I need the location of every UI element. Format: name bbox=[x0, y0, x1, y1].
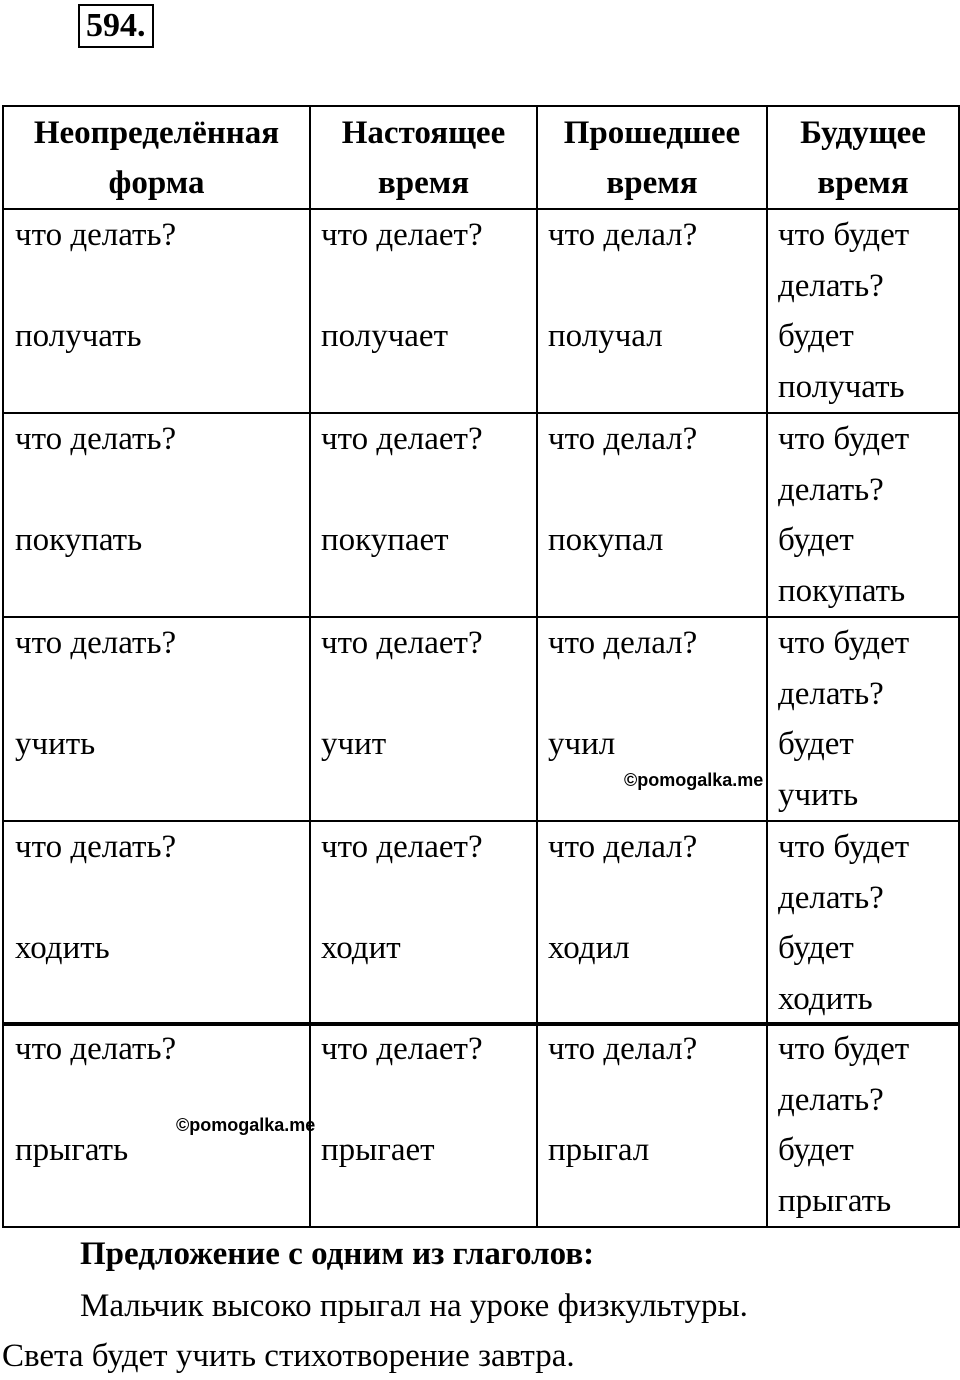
cell-line: делать? bbox=[778, 675, 884, 712]
cell-line: будет bbox=[778, 318, 854, 354]
cell-future bbox=[767, 617, 959, 821]
cell-line bbox=[311, 1075, 536, 1126]
cell-line: что будет bbox=[778, 625, 910, 661]
cell-line bbox=[311, 770, 536, 821]
verb-tense-table-continued bbox=[2, 1022, 960, 1228]
cell-line: получать bbox=[15, 318, 142, 354]
cell-infinitive bbox=[3, 617, 310, 821]
cell-infinitive bbox=[3, 821, 310, 1025]
cell-line: что делал? bbox=[548, 1031, 698, 1067]
cell-line: что делать? bbox=[15, 421, 177, 457]
header-present-line1: Настоящее bbox=[341, 115, 506, 151]
cell-line: учить bbox=[15, 726, 96, 762]
verb-tense-table bbox=[2, 105, 960, 1026]
cell-line bbox=[4, 566, 309, 617]
cell-line: будет bbox=[778, 726, 854, 762]
watermark: ©pomogalka.me bbox=[624, 770, 764, 790]
table-row bbox=[3, 413, 959, 617]
header-present bbox=[310, 106, 537, 209]
cell-line: делать? bbox=[778, 879, 884, 916]
cell-past bbox=[537, 821, 767, 1025]
exercise-number-value: 594 bbox=[86, 7, 137, 44]
cell-future bbox=[767, 821, 959, 1025]
cell-line: что будет bbox=[778, 217, 910, 253]
cell-line bbox=[4, 1176, 309, 1227]
cell-line: что делать? bbox=[15, 217, 177, 253]
cell-present bbox=[310, 413, 537, 617]
header-past-line2: время bbox=[606, 165, 698, 201]
cell-present bbox=[310, 617, 537, 821]
cell-line bbox=[538, 465, 766, 516]
cell-line bbox=[4, 362, 309, 413]
cell-line: прыгает bbox=[321, 1132, 435, 1168]
cell-line: учить bbox=[778, 776, 859, 813]
cell-line bbox=[538, 1075, 766, 1126]
cell-line: делать? bbox=[778, 471, 884, 508]
cell-line: что делает? bbox=[321, 625, 483, 661]
cell-line bbox=[311, 873, 536, 924]
cell-line: что делать? bbox=[15, 1031, 177, 1067]
cell-line bbox=[4, 873, 309, 924]
header-present-line2: время bbox=[377, 165, 470, 201]
cell-line: ходит bbox=[321, 930, 401, 966]
cell-line: что делает? bbox=[321, 1031, 483, 1067]
watermark: ©pomogalka.me bbox=[176, 1115, 316, 1135]
cell-line bbox=[4, 669, 309, 720]
cell-line bbox=[4, 465, 309, 516]
exercise-number bbox=[78, 4, 154, 48]
cell-line: что делать? bbox=[15, 625, 177, 661]
cell-line: что делал? bbox=[548, 829, 698, 865]
cell-line: что будет bbox=[778, 421, 910, 457]
cell-line: ходил bbox=[548, 930, 630, 966]
cell-line bbox=[311, 465, 536, 516]
header-future-line2: время bbox=[817, 165, 909, 201]
cell-line: покупать bbox=[15, 522, 143, 558]
table-row bbox=[3, 821, 959, 1025]
cell-line bbox=[4, 974, 309, 1025]
cell-line bbox=[538, 873, 766, 924]
cell-future bbox=[767, 413, 959, 617]
cell-line: будет bbox=[778, 522, 854, 558]
cell-line bbox=[311, 669, 536, 720]
cell-present bbox=[310, 1023, 537, 1227]
cell-line bbox=[538, 566, 766, 617]
table-row bbox=[3, 209, 959, 413]
cell-line: учит bbox=[321, 726, 387, 762]
sentence-line: Мальчик высоко прыгал на уроке физкультуры. bbox=[80, 1288, 748, 1324]
cell-line bbox=[311, 261, 536, 312]
cell-line: покупает bbox=[321, 522, 449, 558]
cell-line: ходить bbox=[778, 980, 873, 1017]
cell-line: делать? bbox=[778, 267, 884, 304]
cell-line: что будет bbox=[778, 1031, 910, 1067]
cell-line: будет bbox=[778, 930, 854, 966]
cell-line: будет bbox=[778, 1132, 854, 1168]
cell-line: прыгать bbox=[778, 1182, 892, 1219]
cell-line bbox=[538, 362, 766, 413]
cell-future bbox=[767, 209, 959, 413]
sentences-heading: Предложение с одним из глаголов: bbox=[80, 1236, 595, 1272]
header-past-line1: Прошедшее bbox=[563, 115, 741, 151]
cell-line: что будет bbox=[778, 829, 910, 865]
cell-line bbox=[311, 1176, 536, 1227]
cell-present bbox=[310, 209, 537, 413]
cell-line: что делает? bbox=[321, 421, 483, 457]
header-future-line1: Будущее bbox=[800, 115, 926, 151]
cell-past bbox=[537, 209, 767, 413]
cell-line: ходить bbox=[15, 930, 110, 966]
cell-line bbox=[311, 362, 536, 413]
cell-line: получает bbox=[321, 318, 449, 354]
cell-future bbox=[767, 1023, 959, 1227]
cell-line: что делал? bbox=[548, 625, 698, 661]
header-future bbox=[767, 106, 959, 209]
cell-line bbox=[4, 261, 309, 312]
cell-line bbox=[538, 669, 766, 720]
header-infinitive-line2: форма bbox=[108, 165, 205, 201]
cell-present bbox=[310, 821, 537, 1025]
cell-line: прыгать bbox=[15, 1132, 129, 1168]
cell-line: прыгал bbox=[548, 1132, 650, 1168]
header-infinitive bbox=[3, 106, 310, 209]
cell-line: что делать? bbox=[15, 829, 177, 865]
cell-line bbox=[311, 566, 536, 617]
cell-line bbox=[538, 261, 766, 312]
cell-line bbox=[311, 974, 536, 1025]
cell-line bbox=[4, 770, 309, 821]
cell-line: получал bbox=[548, 318, 663, 354]
cell-line: учил bbox=[548, 726, 616, 762]
cell-line: покупал bbox=[548, 522, 664, 558]
cell-line: покупать bbox=[778, 572, 906, 609]
cell-infinitive bbox=[3, 413, 310, 617]
cell-line bbox=[538, 1176, 766, 1227]
sentence-line: Света будет учить стихотворение завтра. bbox=[2, 1338, 575, 1374]
cell-line: что делает? bbox=[321, 829, 483, 865]
header-infinitive-line1: Неопределённая bbox=[33, 115, 280, 151]
table-row bbox=[3, 1023, 959, 1227]
table-row bbox=[3, 617, 959, 821]
cell-line: что делал? bbox=[548, 421, 698, 457]
cell-line: делать? bbox=[778, 1081, 884, 1118]
cell-line bbox=[538, 974, 766, 1025]
cell-line: что делал? bbox=[548, 217, 698, 253]
cell-past bbox=[537, 413, 767, 617]
header-past bbox=[537, 106, 767, 209]
table-header-row bbox=[3, 106, 959, 209]
cell-past bbox=[537, 1023, 767, 1227]
cell-line: получать bbox=[778, 368, 905, 405]
cell-line: что делает? bbox=[321, 217, 483, 253]
exercise-number-dot: . bbox=[137, 7, 146, 44]
cell-infinitive bbox=[3, 209, 310, 413]
